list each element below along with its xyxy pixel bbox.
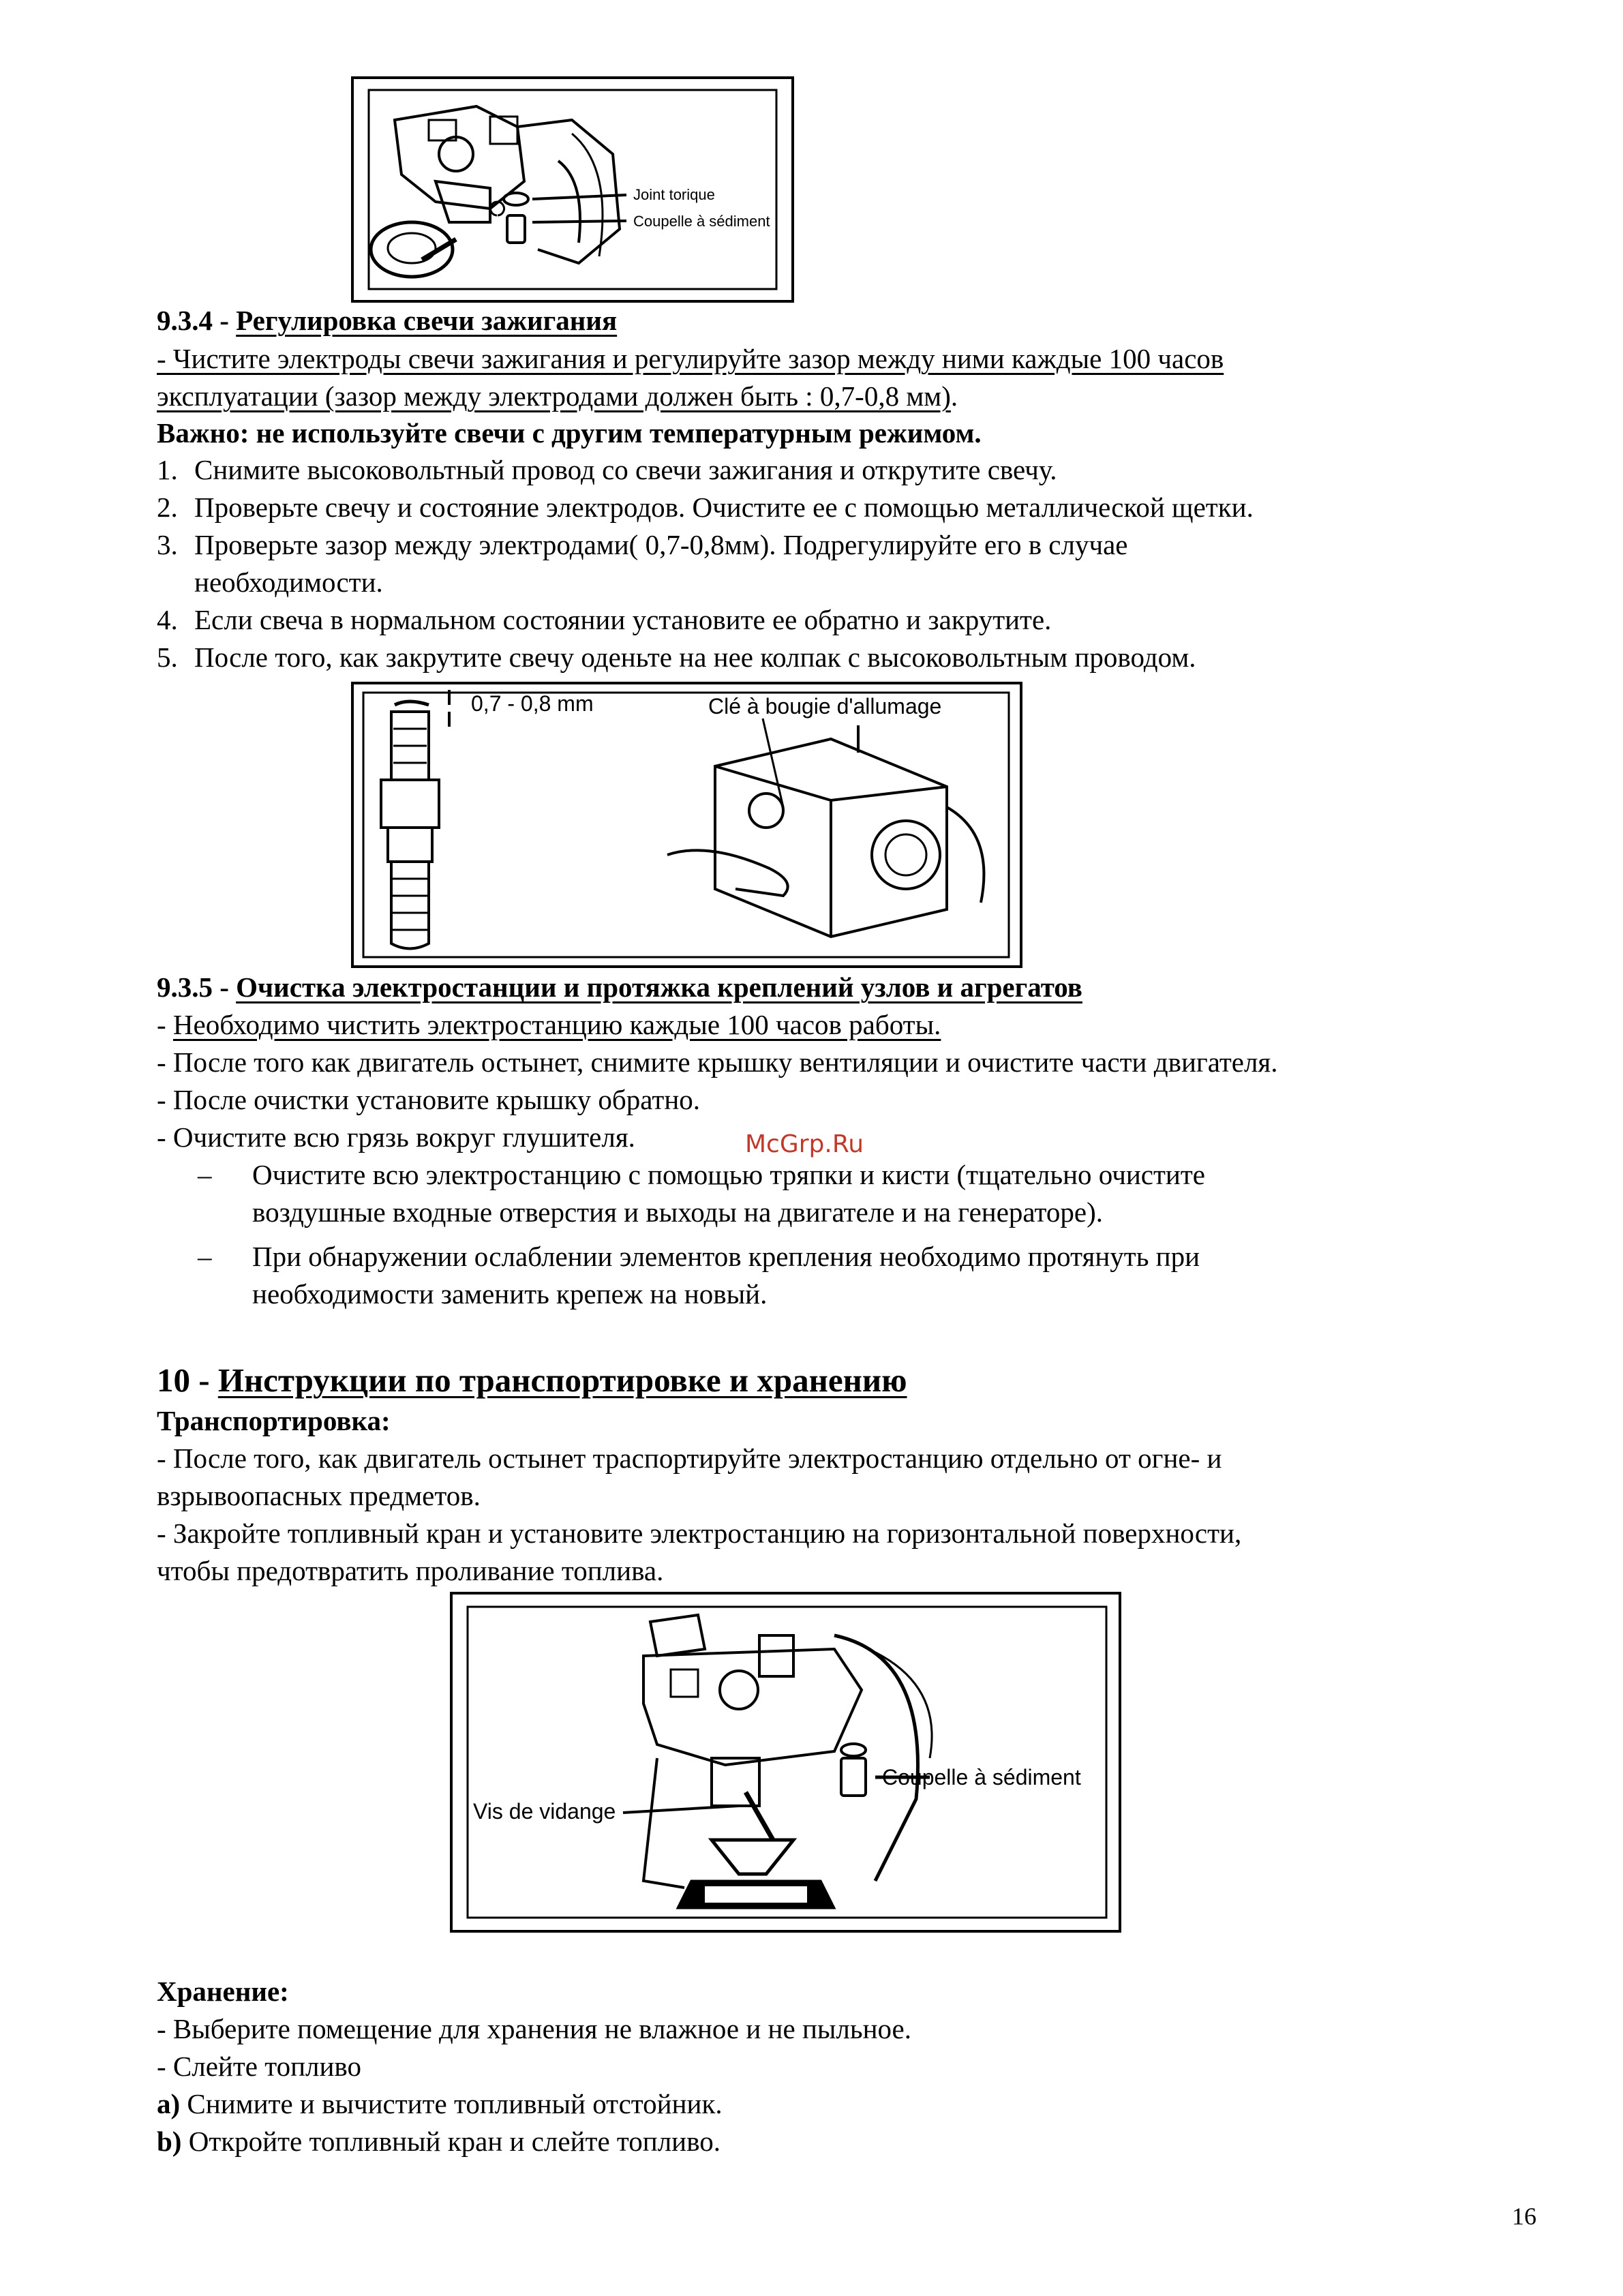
section-934-intro-line2-end: . (950, 380, 958, 412)
spark-plug-illustration (354, 684, 1020, 965)
storage-item (157, 2086, 723, 2121)
step-number: 2. (157, 492, 178, 523)
section-934-number: 9.3.4 - (157, 305, 237, 336)
watermark: McGrp.Ru (745, 1130, 864, 1158)
storage-item-marker: a) (157, 2088, 181, 2119)
engine-illustration (354, 79, 791, 300)
step-text: Снимите высоковольтный провод со свечи зажигания и открутите свечу. (194, 454, 1057, 485)
storage-line2: - Слейте топливо (157, 2051, 362, 2082)
step-text: После того, как закрутите свечу оденьте на нее колпак с высоковольтным проводом. (194, 641, 1196, 673)
section-934-title: Регулировка свечи зажигания (236, 305, 618, 336)
storage-item-text: Снимите и вычистите топливный отстойник. (180, 2088, 723, 2119)
label-spark-plug-key: Clé à bougie d'allumage (708, 694, 942, 719)
step-text: Проверьте зазор между электродами( 0,7-0,8мм). Подрегулируйте его в случае (194, 529, 1128, 560)
step-item (157, 489, 1254, 525)
bullet-text-line1: При обнаружении ослаблении элементов крепления необходимо протянуть при (252, 1241, 1200, 1272)
step-item (157, 564, 383, 600)
bullet-text-line1: Очистите всю электростанцию с помощью тряпки и кисти (тщательно очистите (252, 1159, 1205, 1190)
storage-item-marker: b) (157, 2126, 182, 2157)
storage-item (157, 2124, 721, 2159)
page-number: 16 (1512, 2203, 1536, 2230)
step-number: 5. (157, 641, 178, 673)
figure-sediment-cup (351, 76, 794, 303)
bullet-dash: – (198, 1159, 212, 1190)
transport-line1: - После того, как двигатель остынет траспортируйте электростанцию отдельно от огне- и (157, 1442, 1222, 1474)
step-item (157, 639, 1196, 675)
transport-line3: - Закройте топливный кран и установите электростанцию на горизонтальной поверхности, (157, 1517, 1242, 1549)
label-vis-de-vidange: Vis de vidange (473, 1799, 616, 1824)
step-text: Если свеча в нормальном состоянии установите ее обратно и закрутите. (194, 604, 1052, 635)
bullet-item (198, 1239, 1200, 1274)
section-10-number: 10 - (157, 1361, 218, 1399)
storage-item-text: Откройте топливный кран и слейте топливо. (181, 2126, 721, 2157)
bullet-item (198, 1157, 1205, 1192)
section-10-heading (157, 1360, 907, 1401)
transport-heading: Транспортировка: (157, 1405, 391, 1436)
section-935-number: 9.3.5 - (157, 971, 237, 1003)
step-number: 1. (157, 454, 178, 485)
section-934-intro-line2-text: эксплуатации (зазор между электродами должен быть : 0,7-0,8 мм) (157, 380, 951, 412)
section-10-title: Инструкции по транспортировке и хранению (217, 1361, 907, 1399)
section-935-line2: - После того как двигатель остынет, снимите крышку вентиляции и очистите части двигателя. (157, 1046, 1278, 1078)
label-coupelle-sediment: Coupelle à sédiment (882, 1765, 1081, 1789)
storage-heading: Хранение: (157, 1976, 289, 2007)
section-935-line1 (157, 1007, 941, 1042)
step-item (157, 527, 1127, 562)
step-number: 4. (157, 604, 178, 635)
section-935-line3: - После очистки установите крышку обратно. (157, 1084, 701, 1115)
step-item (157, 452, 1057, 487)
transport-line2: взрывоопасных предметов. (157, 1480, 481, 1511)
section-934-important: Важно: не используйте свечи с другим температурным режимом. (157, 417, 982, 449)
step-item (157, 602, 1051, 637)
bullet-dash: – (198, 1241, 212, 1272)
drain-illustration (453, 1595, 1119, 1930)
bullet-text-line2: воздушные входные отверстия и выходы на двигателе и на генераторе). (252, 1196, 1104, 1228)
section-935-line1-prefix: - (157, 1009, 173, 1040)
section-935-title: Очистка электростанции и протяжка креплений узлов и агрегатов (236, 971, 1082, 1003)
section-934-intro-line1: - Чистите электроды свечи зажигания и регулируйте зазор между ними каждые 100 часов (157, 343, 1224, 374)
label-joint-torique: Joint torique (633, 186, 715, 203)
section-935-line4: - Очистите всю грязь вокруг глушителя. (157, 1121, 635, 1153)
label-gap: 0,7 - 0,8 mm (471, 691, 594, 716)
section-935-line1-text: Необходимо чистить электростанцию каждые 100 часов работы. (172, 1009, 941, 1040)
transport-line4: чтобы предотвратить проливание топлива. (157, 1555, 664, 1586)
bullet-text-line2: необходимости заменить крепеж на новый. (252, 1278, 768, 1310)
step-text: необходимости. (194, 567, 383, 598)
section-934-intro-line2 (157, 378, 958, 414)
label-coupelle-sediment: Coupelle à sédiment (633, 213, 770, 230)
storage-line1: - Выберите помещение для хранения не влажное и не пыльное. (157, 2013, 911, 2044)
step-number: 3. (157, 529, 178, 560)
section-935-heading (157, 969, 1082, 1005)
step-text: Проверьте свечу и состояние электродов. Очистите ее с помощью металлической щетки. (194, 492, 1254, 523)
figure-drain-screw (450, 1592, 1121, 1933)
section-934-heading (157, 303, 617, 338)
figure-spark-plug (351, 682, 1022, 968)
